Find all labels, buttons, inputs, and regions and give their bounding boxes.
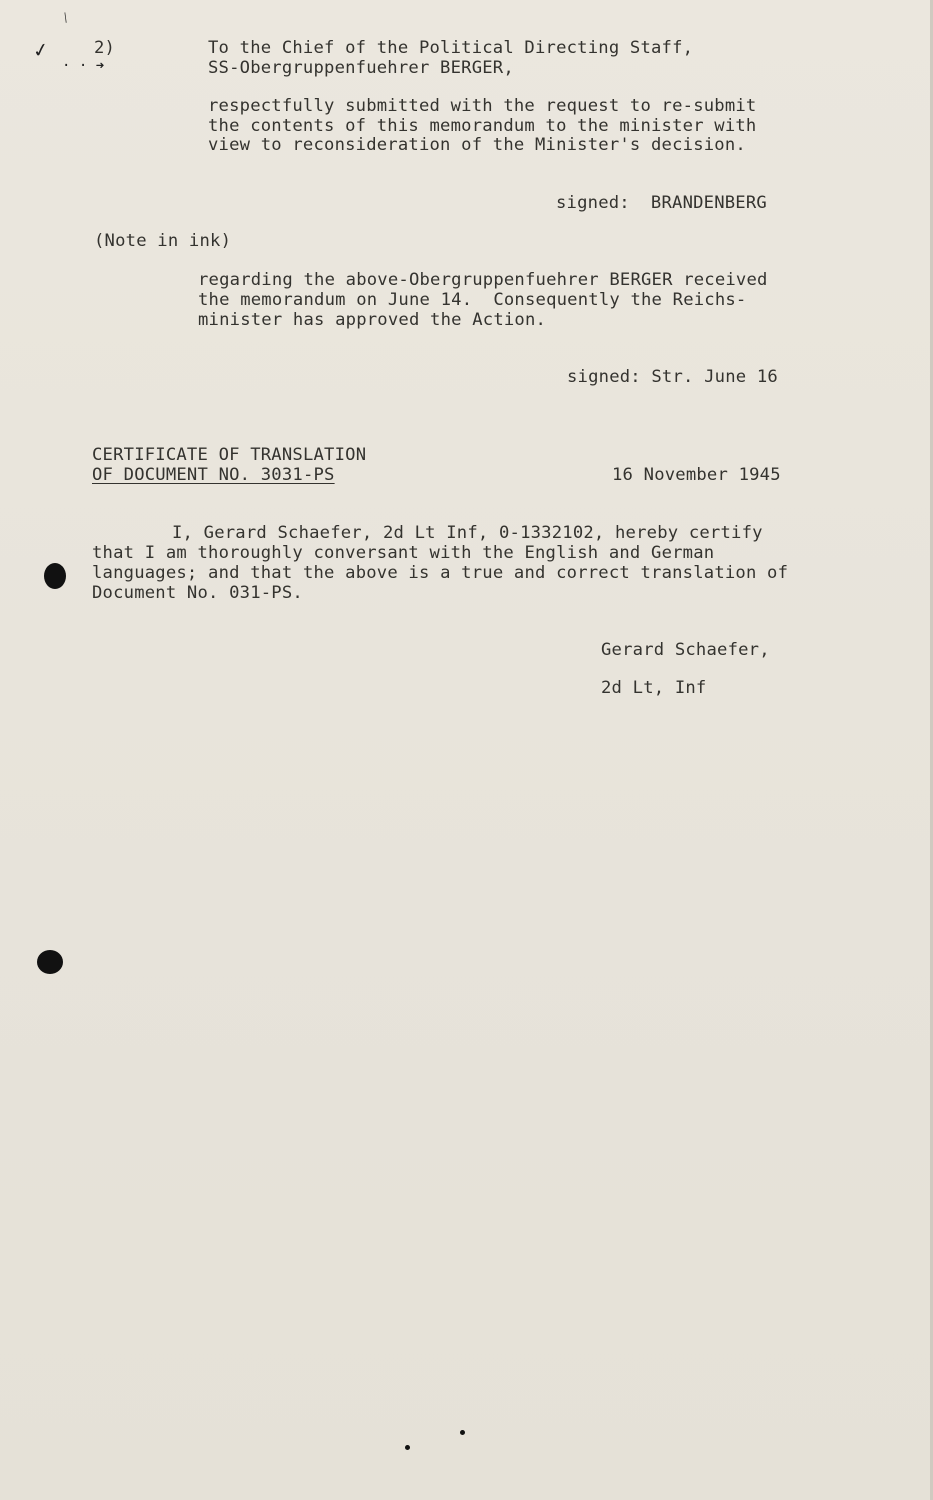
certificate-body-line-4: Document No. 031-PS. [92,583,303,603]
signer-rank: 2d Lt, Inf [601,678,707,698]
signer-name: Gerard Schaefer, [601,640,770,660]
check-mark: ✓ [31,37,50,64]
speck-1 [460,1430,465,1435]
certificate-title-line-2: OF DOCUMENT NO. 3031-PS [92,465,335,485]
arrow-mark: · · ➜ [62,58,105,74]
note-line-2: the memorandum on June 14. Consequently the Reichs- [198,290,747,310]
certificate-title-line-1: CERTIFICATE OF TRANSLATION [92,445,367,465]
note-label: (Note in ink) [94,231,232,251]
certificate-body-line-3: languages; and that the above is a true and correct translation of [92,563,789,583]
certificate-body-line-2: that I am thoroughly conversant with the English and German [92,543,715,563]
speck-2 [405,1445,410,1450]
punch-hole-bottom [37,950,63,974]
request-line-1: respectfully submitted with the request to re-submit [208,96,757,116]
address-line-1: To the Chief of the Political Directing Staff, [208,38,694,58]
pencil-mark: ⁄ [57,9,74,28]
certificate-body-line-1: I, Gerard Schaefer, 2d Lt Inf, 0-1332102, hereby certify [172,523,763,543]
request-line-3: view to reconsideration of the Minister's decision. [208,135,746,155]
address-line-2: SS-Obergruppenfuehrer BERGER, [208,58,514,78]
note-line-1: regarding the above-Obergruppenfuehrer BERGER received [198,270,768,290]
certificate-date: 16 November 1945 [612,465,781,485]
request-line-2: the contents of this memorandum to the minister with [208,116,757,136]
item-number: 2) [94,38,116,58]
punch-hole-top [44,563,66,589]
note-line-3: minister has approved the Action. [198,310,547,330]
signature-brandenberg: signed: BRANDENBERG [556,193,767,213]
signature-str: signed: Str. June 16 [567,367,778,387]
